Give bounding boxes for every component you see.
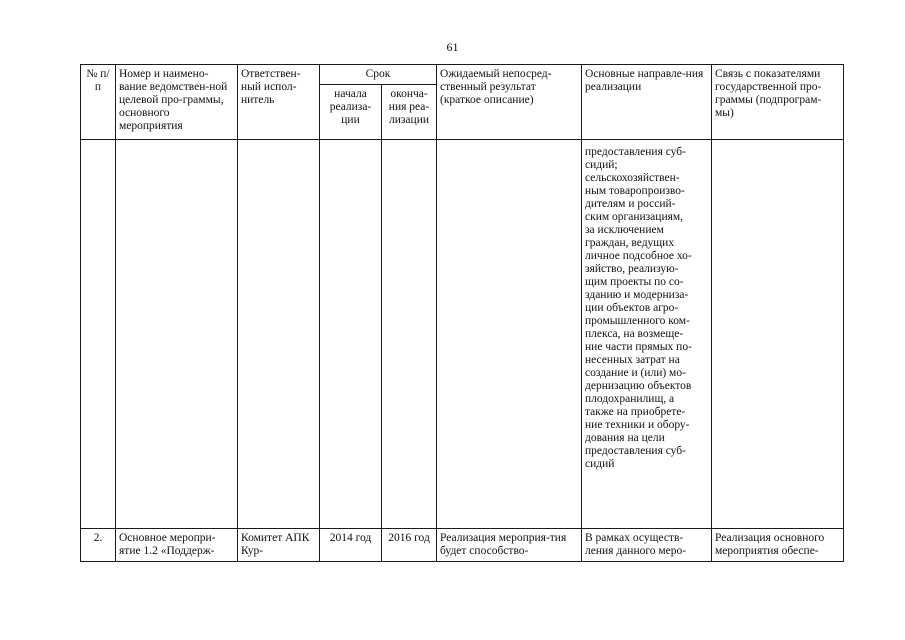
text-line: сидий; — [585, 159, 618, 171]
text-line: граждан, ведущих — [585, 237, 675, 249]
row-directions: В рамках осуществ-ления данного меро- — [582, 529, 712, 562]
text-line: за исключением — [585, 224, 664, 236]
header-row — [81, 65, 844, 85]
text-line: ским организациям, — [585, 211, 684, 223]
text-line: личное подсобное хо- — [585, 250, 692, 262]
text-line: щим проекты по со- — [585, 276, 684, 288]
text-line: несенных затрат на — [585, 354, 680, 366]
text-line: сельскохозяйствен- — [585, 172, 680, 184]
row-number: 2. — [81, 529, 116, 562]
row-link: Реализация основного мероприятия обеспе- — [712, 529, 844, 562]
row-name: Основное меропри-ятие 1.2 «Поддерж- — [116, 529, 238, 562]
text-line: зданию и модерниза- — [585, 289, 689, 301]
header-directions: Основные направле-ния реализации — [582, 65, 712, 140]
text-line: предоставления суб- — [585, 146, 686, 158]
text-line: зяйство, реализую- — [585, 263, 679, 275]
text-line: предоставления суб- — [585, 445, 686, 457]
cell-empty — [382, 140, 437, 529]
directions-continuation — [582, 140, 712, 529]
header-num: № п/п — [81, 65, 116, 140]
header-result: Ожидаемый непосред-ственный результат (краткое описание) — [437, 65, 582, 140]
page-number: 61 — [446, 40, 459, 54]
row-executor: Комитет АПК Кур- — [238, 529, 320, 562]
header-term-start: начала реализа-ции — [320, 85, 382, 140]
cell-empty — [320, 140, 382, 529]
text-line: дернизацию объектов — [585, 380, 692, 392]
cell-empty — [81, 140, 116, 529]
row-start: 2014 год — [320, 529, 382, 562]
cell-empty — [437, 140, 582, 529]
program-table — [80, 64, 844, 562]
header-link: Связь с показателями государственной про-граммы (подпрограм-мы) — [712, 65, 844, 140]
text-line: ным товаропроизво- — [585, 185, 685, 197]
text-line: дования на цели — [585, 432, 665, 444]
cell-empty — [238, 140, 320, 529]
text-line: дителям и россий- — [585, 198, 676, 210]
text-line: плодохранилищ, а — [585, 393, 675, 405]
row-result: Реализация мероприя-тия будет способство- — [437, 529, 582, 562]
row-end: 2016 год — [382, 529, 437, 562]
continuation-row — [81, 140, 844, 529]
cell-empty — [712, 140, 844, 529]
text-line: плекса, на возмеще- — [585, 328, 684, 340]
text-line: сидий — [585, 458, 615, 470]
cell-empty — [116, 140, 238, 529]
text-line: ции объектов агро- — [585, 302, 679, 314]
text-line: ние техники и обору- — [585, 419, 690, 431]
header-name: Номер и наимено-вание ведомствен-ной целевой про-граммы, основного мероприятия — [116, 65, 238, 140]
text-line: ние части прямых по- — [585, 341, 692, 353]
text-line: также на приобрете- — [585, 406, 686, 418]
header-executor: Ответствен-ный испол-нитель — [238, 65, 320, 140]
header-term: Срок — [320, 65, 437, 85]
text-line: создание и (или) мо- — [585, 367, 686, 379]
table-row — [81, 529, 844, 562]
text-line: промышленного ком- — [585, 315, 690, 327]
header-term-end: оконча-ния реа-лизации — [382, 85, 437, 140]
